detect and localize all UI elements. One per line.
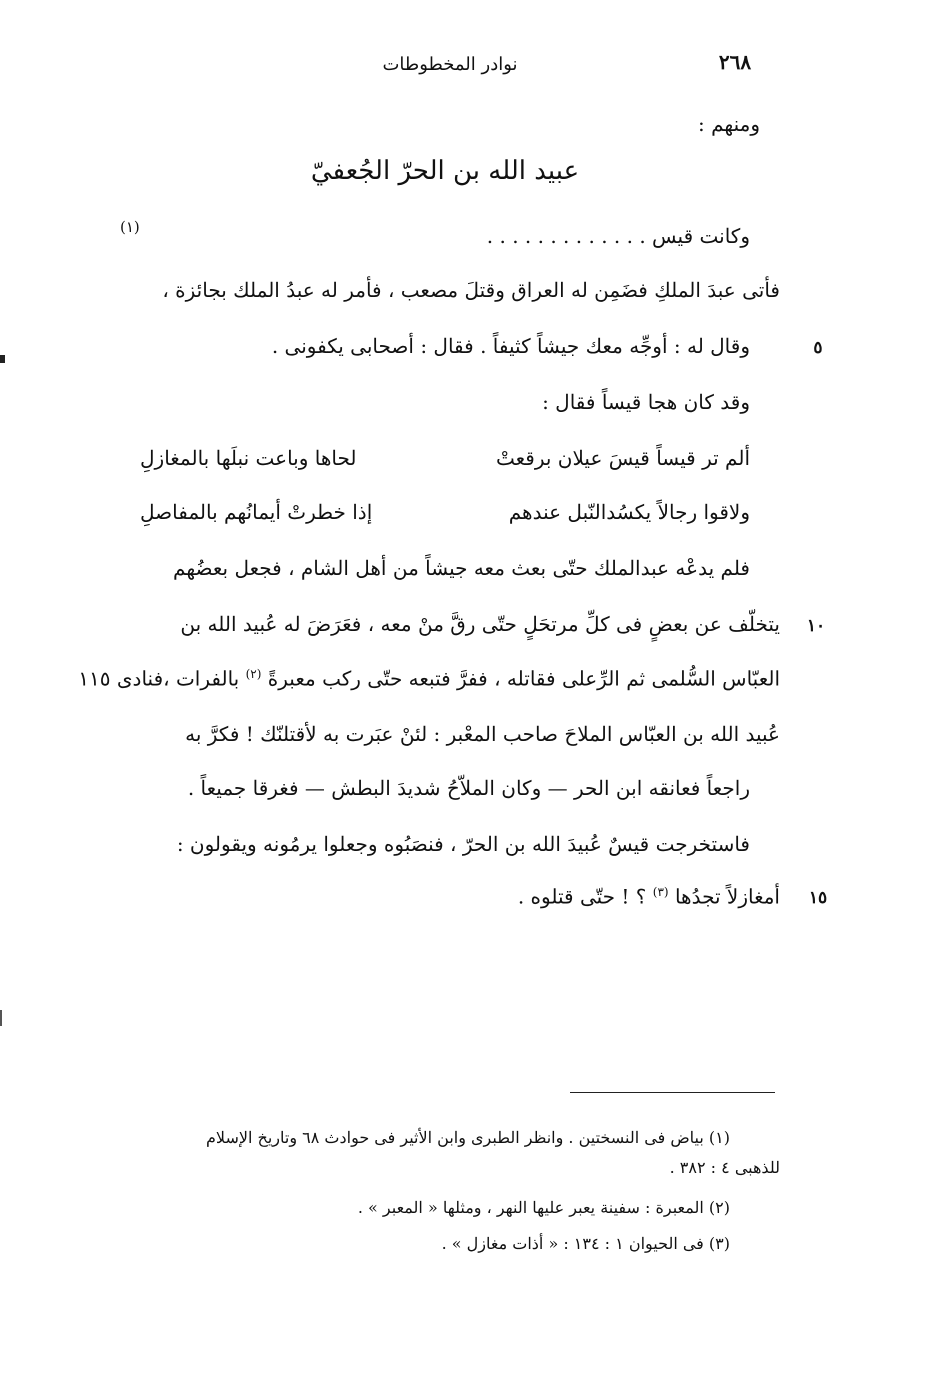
verse-first-hemistich: ألم تر قيساً قيسَ عيلان برقعتْ — [495, 446, 750, 470]
body-line: راجعاً فعانقه ابن الحر — وكان الملاّحُ شديدَ البطش — فغرقا جميعاً . — [187, 776, 750, 800]
verse-first-hemistich: ولاقوا رجالاً يكسُدالنّبل عندهم — [508, 500, 750, 524]
footnote: (٣) فى الحيوان ١ : ١٣٤ : « أذات مغازل » . — [441, 1234, 730, 1253]
section-heading: عبيد الله بن الحرّ الجُعفيّ — [310, 156, 580, 186]
body-line: فاستخرجت قيسٌ عُبيدَ الله بن الحرّ ، فنصَبُوه وجعلوا يرمُونه ويقولون : — [176, 832, 750, 856]
verse-second-hemistich: إذا خطرتْ أيمانُهم بالمفاصلِ — [140, 500, 373, 524]
footnote-ref: (٣) — [652, 885, 669, 899]
verse-second-hemistich: لحاها وباعت نبلَها بالمغازلِ — [140, 446, 357, 470]
footnote-marker: (١) — [120, 218, 140, 236]
body-line: فلم يدعْه عبدالملك حتّى بعث معه جيشاً من أهل الشام ، فجعل بعضُهم — [173, 556, 750, 580]
body-line-text: ؟ ! حتّى قتلوه . — [517, 884, 647, 909]
body-line-text: أمغازلاً تجدُها — [674, 884, 780, 909]
verse-line — [140, 500, 750, 524]
body-line — [80, 668, 780, 689]
running-header-title: نوادر المخطوطات — [382, 54, 518, 75]
scan-mark — [0, 355, 5, 363]
line-number: ١٠ — [806, 616, 826, 636]
line-number: ٥ — [813, 338, 823, 358]
body-line: وقد كان هجا قيساً فقال : — [542, 390, 750, 414]
verse-line — [140, 446, 750, 470]
body-line-text: وكانت قيس . . . . . . . . . . . . . — [486, 224, 750, 248]
footnote-continuation: للذهبى ٤ : ٣٨٢ . — [669, 1158, 780, 1177]
body-line: فأتى عبدَ الملكِ فضَمِن له العراق وقتلَ مصعب ، فأمر له عبدُ الملك بجائزة ، — [162, 278, 780, 302]
body-line — [518, 886, 780, 907]
page-number: ٢٦٨ — [718, 50, 752, 74]
body-line-text: العبّاس السُّلمى ثم الرِّعلى فقاتله ، ففرَّ فتبعه حتّى ركب معبرةً — [267, 666, 780, 691]
body-line-text: بالفرات ،فنادى ١١٥ — [78, 666, 240, 691]
footnote-ref: (٢) — [245, 667, 262, 681]
line-number: ١٥ — [808, 888, 828, 908]
body-line: عُبيد الله بن العبّاس الملاحَ صاحب المعْبر : لئنْ عبَرت به لأقتلنّك ! فكرَّ به — [185, 722, 780, 746]
footnote-separator — [570, 1092, 775, 1093]
body-line: يتخلّف عن بعضٍ فى كلِّ مرتحَلٍ حتّى رقَّ منْ معه ، فعَرَضَ له عُبيد الله بن — [180, 612, 780, 636]
footnote: (١) بياض فى النسختين . وانظر الطبرى وابن الأثير فى حوادث ٦٨ وتاريخ الإسلام — [205, 1128, 730, 1147]
intro-label: ومنهم : — [697, 112, 760, 136]
scan-mark — [0, 1010, 2, 1026]
body-line — [487, 226, 750, 246]
body-line: وقال له : أوجِّه معك جيشاً كثيفاً . فقال : أصحابى يكفونى . — [271, 334, 750, 358]
footnote: (٢) المعبرة : سفينة يعبر عليها النهر ، ومثلها « المعبر » . — [357, 1198, 730, 1217]
